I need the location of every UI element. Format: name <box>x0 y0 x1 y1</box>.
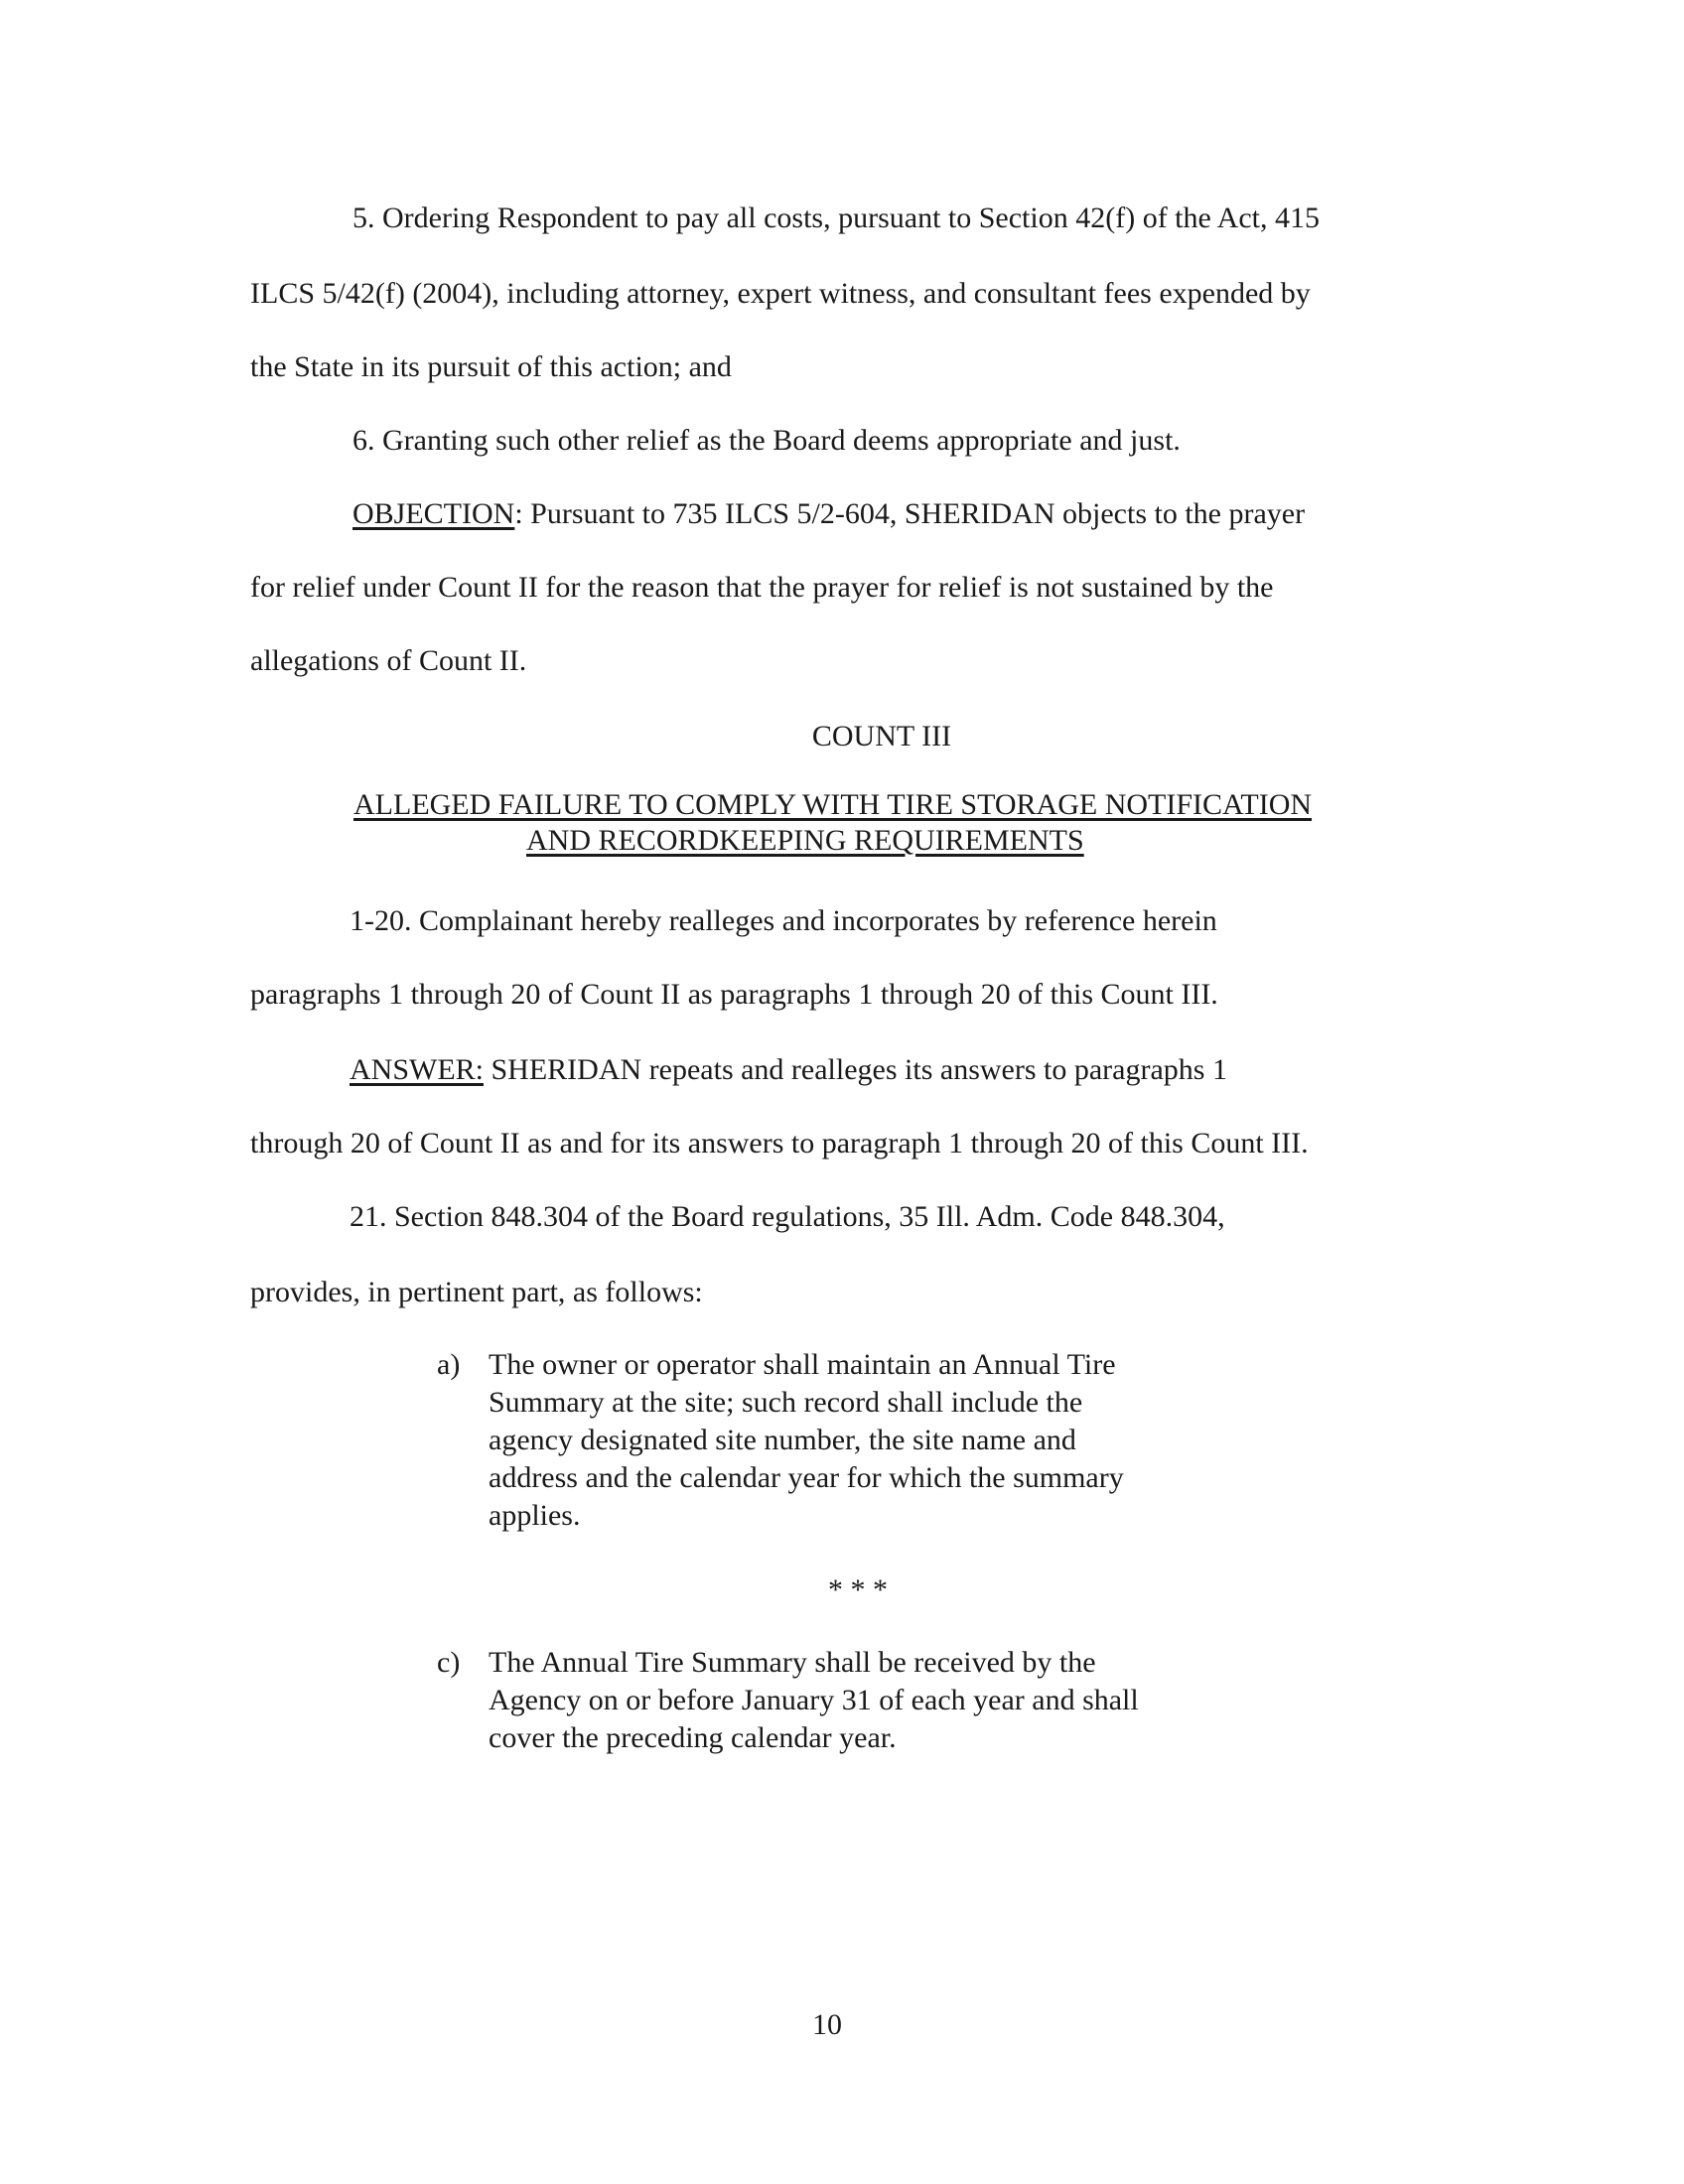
paragraph-6-line-1: 6. Granting such other relief as the Board deems appropriate and just. <box>352 424 1181 457</box>
objection-line-1 <box>352 494 1305 534</box>
paragraph-1-20-line-1: 1-20. Complainant hereby realleges and incorporates by reference herein <box>350 904 1217 937</box>
quote-c-text <box>489 1644 1139 1757</box>
paragraph-5-line-2: ILCS 5/42(f) (2004), including attorney, expert witness, and consultant fees expended by <box>250 277 1311 310</box>
objection-line-2: for relief under Count II for the reason that the prayer for relief is not sustained by the <box>250 571 1274 604</box>
answer-line-1 <box>350 1050 1227 1090</box>
quote-a-line: Summary at the site; such record shall include the <box>489 1386 1083 1419</box>
answer-label: ANSWER: <box>350 1053 484 1086</box>
ellipsis: * * * <box>828 1573 888 1606</box>
answer-line-2: through 20 of Count II as and for its answers to paragraph 1 through 20 of this Count III. <box>250 1127 1309 1160</box>
count-heading: COUNT III <box>811 720 952 752</box>
objection-line-1-text: : Pursuant to 735 ILCS 5/2-604, SHERIDAN objects to the prayer <box>514 497 1306 530</box>
count-subtitle-line-2: AND RECORDKEEPING REQUIREMENTS <box>526 824 1084 857</box>
count-subtitle-line-1: ALLEGED FAILURE TO COMPLY WITH TIRE STORAGE NOTIFICATION <box>353 788 1313 821</box>
paragraph-5-line-3: the State in its pursuit of this action; and <box>250 350 732 383</box>
paragraph-21-line-2: provides, in pertinent part, as follows: <box>250 1276 703 1308</box>
quote-a-line: The owner or operator shall maintain an Annual Tire <box>489 1348 1116 1381</box>
paragraph-5-line-1: 5. Ordering Respondent to pay all costs, pursuant to Section 42(f) of the Act, 415 <box>352 202 1320 234</box>
paragraph-21-line-1: 21. Section 848.304 of the Board regulations, 35 Ill. Adm. Code 848.304, <box>350 1200 1225 1233</box>
quote-a-label: a) <box>437 1348 461 1381</box>
quote-a-line: agency designated site number, the site name and <box>489 1424 1076 1456</box>
quote-a-text <box>489 1346 1124 1535</box>
quote-c-label: c) <box>437 1646 461 1679</box>
quote-a-line: address and the calendar year for which the summary <box>489 1461 1124 1494</box>
quote-c-line: The Annual Tire Summary shall be received by the <box>489 1646 1096 1679</box>
quote-c-line: cover the preceding calendar year. <box>489 1721 897 1754</box>
quote-a-line: applies. <box>489 1499 581 1532</box>
answer-line-1-text: SHERIDAN repeats and realleges its answers to paragraphs 1 <box>484 1053 1227 1086</box>
paragraph-1-20-line-2: paragraphs 1 through 20 of Count II as paragraphs 1 through 20 of this Count III. <box>250 978 1218 1011</box>
page-number: 10 <box>812 2008 842 2041</box>
quote-c-line: Agency on or before January 31 of each year and shall <box>489 1684 1139 1716</box>
objection-line-3: allegations of Count II. <box>250 644 527 677</box>
objection-label: OBJECTION <box>352 497 515 530</box>
